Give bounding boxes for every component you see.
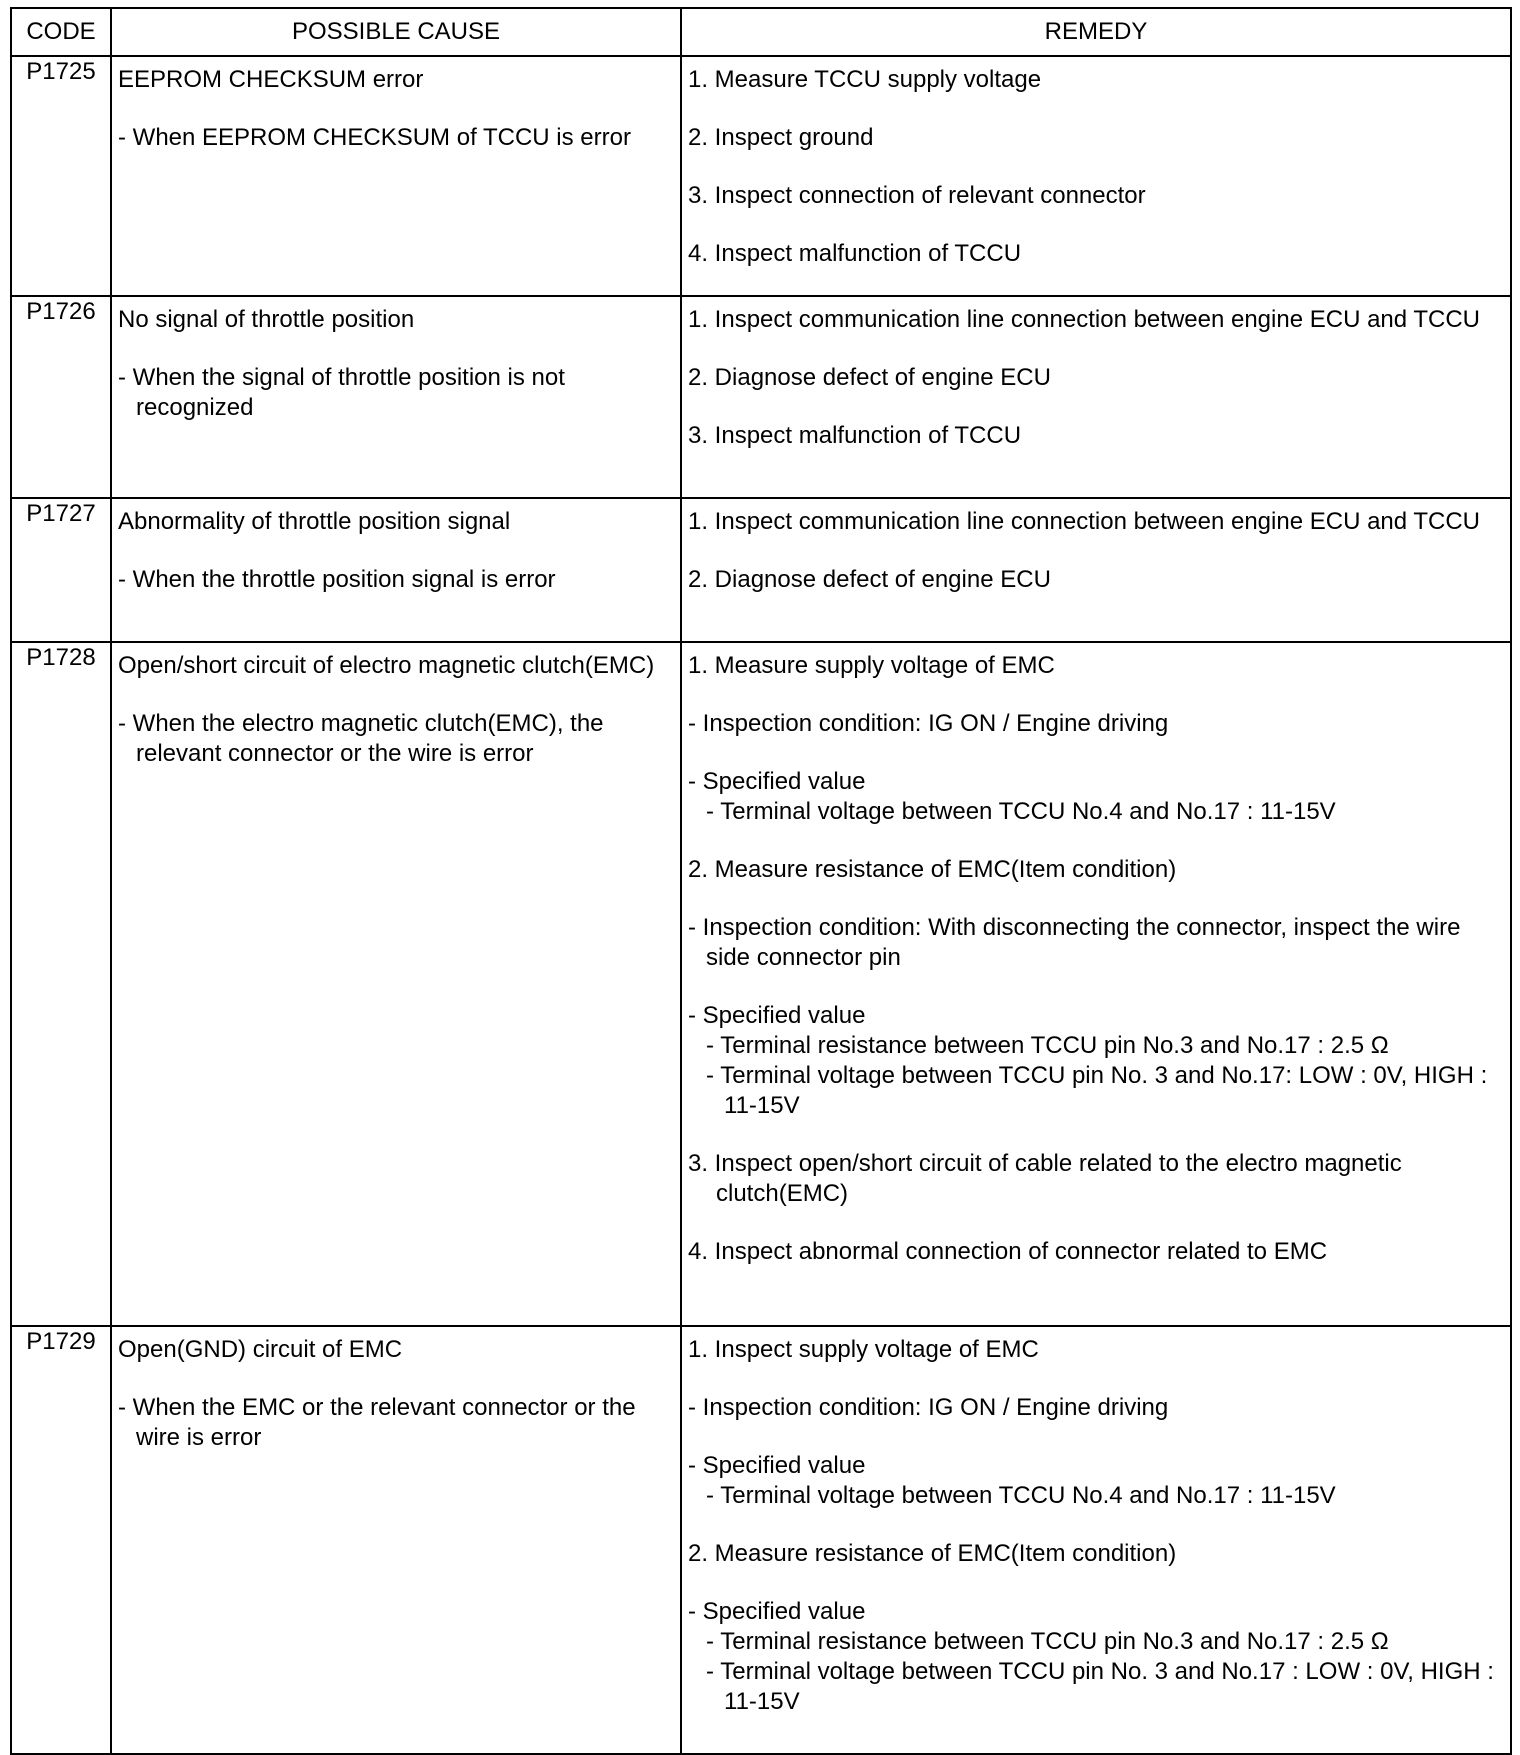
cause-title: Open(GND) circuit of EMC	[118, 1336, 403, 1363]
code-cell: P1729	[11, 1326, 111, 1754]
header-possible-cause: POSSIBLE CAUSE	[111, 8, 681, 56]
remedy-sub-item: - Terminal voltage between TCCU No.4 and No.17 : 11-15V	[706, 1482, 1336, 1509]
remedy-step: 1. Measure supply voltage of EMC	[688, 652, 1055, 679]
cause-detail: - When the electro magnetic clutch(EMC), the relevant connector or the wire is error	[118, 710, 604, 767]
header-code: CODE	[11, 8, 111, 56]
remedy-item	[688, 1335, 1504, 1365]
remedy-step: 2. Diagnose defect of engine ECU	[688, 364, 1051, 391]
remedy-step: - Specified value	[688, 1452, 866, 1479]
cause-title: No signal of throttle position	[118, 306, 415, 333]
remedy-cell	[681, 642, 1511, 1326]
cause-detail: - When EEPROM CHECKSUM of TCCU is error	[118, 124, 631, 151]
remedy-step: - Specified value	[688, 1002, 866, 1029]
cause-detail: - When the signal of throttle position is not recognized	[118, 364, 565, 421]
remedy-step: 3. Inspect malfunction of TCCU	[688, 422, 1022, 449]
remedy-step: 3. Inspect open/short circuit of cable related to the electro magnetic clutch(EMC)	[688, 1150, 1402, 1207]
remedy-step: - Inspection condition: IG ON / Engine driving	[688, 710, 1169, 737]
remedy-step: 2. Measure resistance of EMC(Item condition)	[688, 1540, 1177, 1567]
remedy-sub-item: - Terminal voltage between TCCU pin No. 3 and No.17 : LOW : 0V, HIGH : 11-15V	[706, 1658, 1494, 1715]
cause-detail: - When the throttle position signal is error	[118, 566, 556, 593]
code-cell: P1728	[11, 642, 111, 1326]
remedy-step: 1. Inspect communication line connection between engine ECU and TCCU	[688, 508, 1480, 535]
remedy-sub-item: - Terminal resistance between TCCU pin No.3 and No.17 : 2.5 Ω	[706, 1032, 1389, 1059]
remedy-item	[688, 123, 1504, 153]
remedy-cell	[681, 296, 1511, 498]
remedy-step: 1. Measure TCCU supply voltage	[688, 66, 1042, 93]
code-cell: P1726	[11, 296, 111, 498]
remedy-item	[688, 1237, 1504, 1267]
remedy-item	[688, 709, 1504, 739]
cause-cell	[111, 498, 681, 642]
cause-title: Open/short circuit of electro magnetic clutch(EMC)	[118, 652, 655, 679]
cause-cell	[111, 296, 681, 498]
table-row	[11, 1326, 1511, 1754]
code-cell: P1725	[11, 56, 111, 296]
remedy-step: 3. Inspect connection of relevant connector	[688, 182, 1146, 209]
remedy-item	[688, 1597, 1504, 1717]
remedy-item	[688, 565, 1504, 595]
remedy-cell	[681, 498, 1511, 642]
cause-title: EEPROM CHECKSUM error	[118, 66, 424, 93]
remedy-item	[688, 1539, 1504, 1569]
remedy-item	[688, 855, 1504, 885]
remedy-cell	[681, 56, 1511, 296]
code-cell: P1727	[11, 498, 111, 642]
remedy-item	[688, 65, 1504, 95]
remedy-cell	[681, 1326, 1511, 1754]
remedy-sub-item: - Terminal voltage between TCCU No.4 and No.17 : 11-15V	[706, 798, 1336, 825]
table-row	[11, 642, 1511, 1326]
remedy-sub-item: - Terminal voltage between TCCU pin No. 3 and No.17: LOW : 0V, HIGH : 11-15V	[706, 1062, 1488, 1119]
remedy-item	[688, 1393, 1504, 1423]
remedy-step: 4. Inspect abnormal connection of connector related to EMC	[688, 1238, 1328, 1265]
cause-cell	[111, 642, 681, 1326]
remedy-step: 2. Diagnose defect of engine ECU	[688, 566, 1051, 593]
remedy-step: 1. Inspect communication line connection between engine ECU and TCCU	[688, 306, 1480, 333]
table-body	[11, 56, 1511, 1754]
header-remedy: REMEDY	[681, 8, 1511, 56]
remedy-item	[688, 421, 1504, 451]
remedy-item	[688, 767, 1504, 827]
remedy-step: - Specified value	[688, 768, 866, 795]
header-row	[11, 8, 1511, 56]
remedy-item	[688, 239, 1504, 269]
remedy-item	[688, 1149, 1504, 1209]
remedy-step: 2. Measure resistance of EMC(Item condition)	[688, 856, 1177, 883]
remedy-item	[688, 1001, 1504, 1121]
remedy-step: 1. Inspect supply voltage of EMC	[688, 1336, 1039, 1363]
remedy-item	[688, 305, 1504, 335]
cause-detail: - When the EMC or the relevant connector or the wire is error	[118, 1394, 636, 1451]
cause-cell	[111, 56, 681, 296]
remedy-item	[688, 651, 1504, 681]
remedy-step: - Inspection condition: With disconnecting the connector, inspect the wire side connector pin	[688, 914, 1461, 971]
table-row	[11, 56, 1511, 296]
table-row	[11, 498, 1511, 642]
remedy-step: - Inspection condition: IG ON / Engine driving	[688, 1394, 1169, 1421]
remedy-step: 2. Inspect ground	[688, 124, 874, 151]
cause-cell	[111, 1326, 681, 1754]
remedy-sub-item: - Terminal resistance between TCCU pin No.3 and No.17 : 2.5 Ω	[706, 1628, 1389, 1655]
remedy-step: 4. Inspect malfunction of TCCU	[688, 240, 1022, 267]
table-row	[11, 296, 1511, 498]
remedy-item	[688, 1451, 1504, 1511]
remedy-item	[688, 507, 1504, 537]
diagnostic-trouble-code-table	[10, 7, 1512, 1755]
table-header	[11, 8, 1511, 56]
remedy-item	[688, 181, 1504, 211]
remedy-step: - Specified value	[688, 1598, 866, 1625]
remedy-item	[688, 363, 1504, 393]
cause-title: Abnormality of throttle position signal	[118, 508, 511, 535]
remedy-item	[688, 913, 1504, 973]
